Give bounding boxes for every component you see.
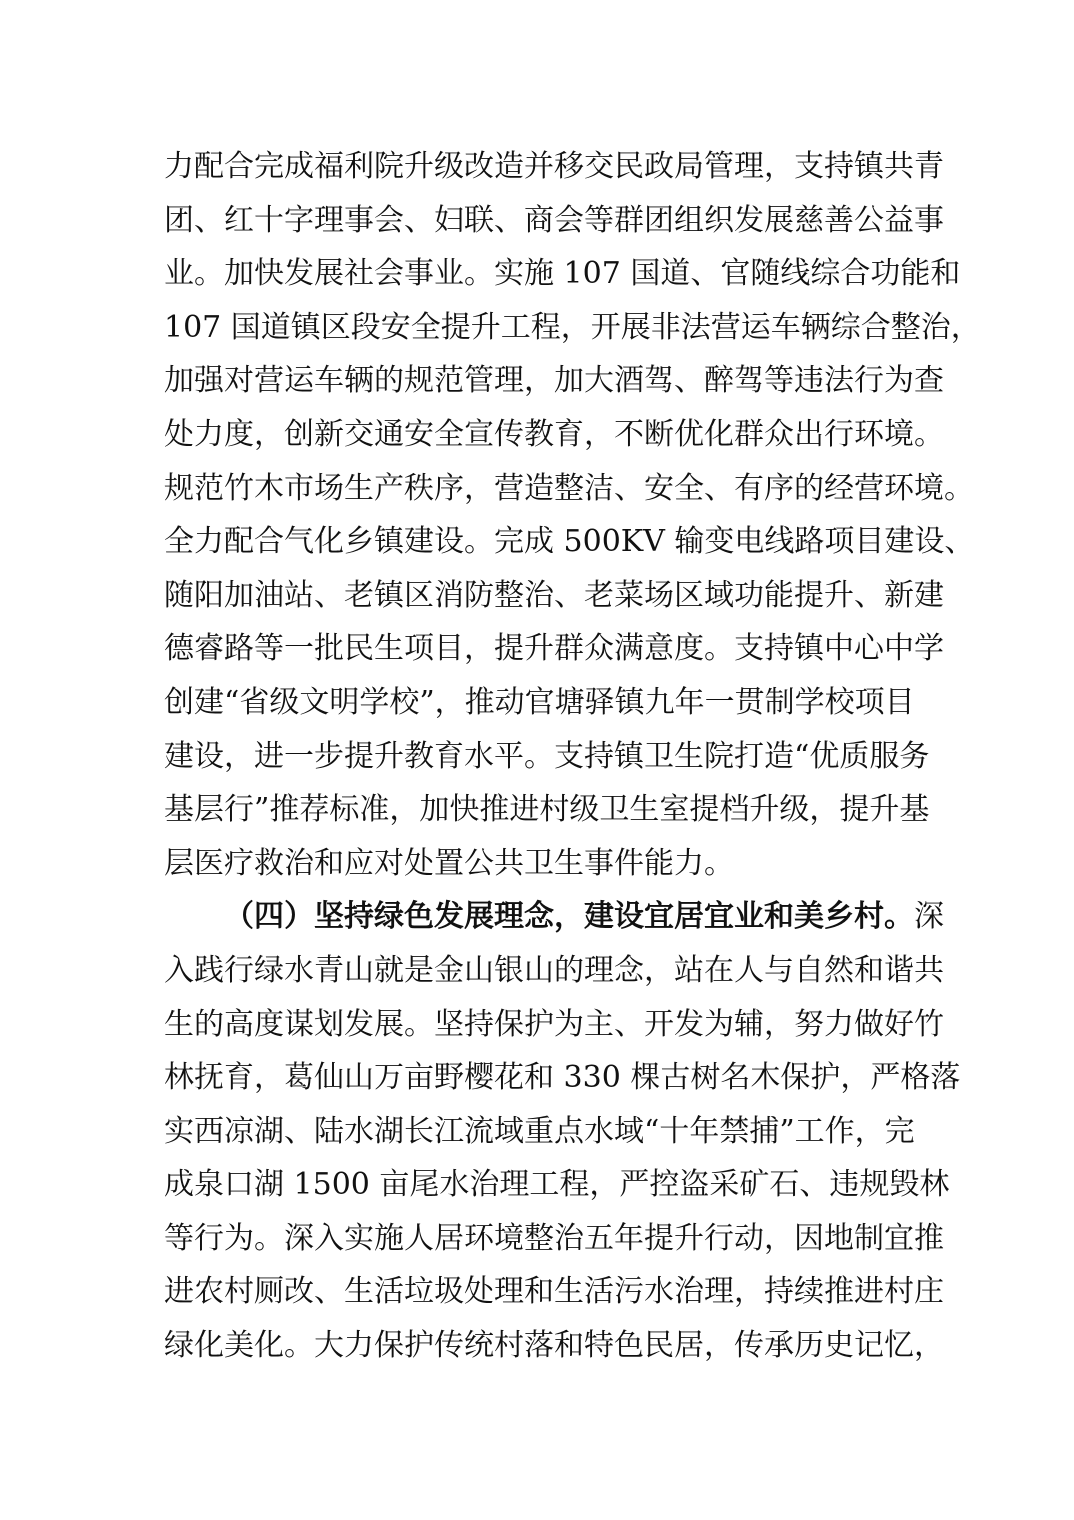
text-line: 等行为。深入实施人居环境整治五年提升行动，因地制宜推 — [164, 1220, 944, 1256]
text-line: 107 国道镇区段安全提升工程，开展非法营运车辆综合整治， — [164, 309, 981, 345]
text-line: 规范竹木市场生产秩序，营造整洁、安全、有序的经营环境。 — [164, 470, 974, 506]
text-line: 入践行绿水青山就是金山银山的理念，站在人与自然和谐共 — [164, 952, 944, 988]
section-first-line-tail: 深 — [914, 899, 944, 935]
text-line: 进农村厕改、生活垃圾处理和生活污水治理，持续推进村庄 — [164, 1274, 944, 1310]
text-line: 加强对营运车辆的规范管理，加大酒驾、醉驾等违法行为查 — [164, 363, 944, 399]
section-first-line — [164, 890, 944, 944]
text-line: 林抚育，葛仙山万亩野樱花和 330 棵古树名木保护，严格落 — [164, 1060, 961, 1096]
text-line: 随阳加油站、老镇区消防整治、老菜场区域功能提升、新建 — [164, 577, 944, 613]
text-line: 德睿路等一批民生项目，提升群众满意度。支持镇中心中学 — [164, 631, 944, 667]
text-line: 成泉口湖 1500 亩尾水治理工程，严控盗采矿石、违规毁林 — [164, 1167, 950, 1203]
text-line: 业。加快发展社会事业。实施 107 国道、官随线综合功能和 — [164, 256, 961, 292]
text-line: 力配合完成福利院升级改造并移交民政局管理，支持镇共青 — [164, 149, 944, 184]
section-heading: （四）坚持绿色发展理念，建设宜居宜业和美乡村。 — [224, 899, 914, 935]
text-line: 处力度，创新交通安全宣传教育，不断优化群众出行环境。 — [164, 416, 944, 452]
text-line: 基层行”推荐标准，加快推进村级卫生室提档升级，提升基 — [164, 792, 930, 828]
text-line: 全力配合气化乡镇建设。完成 500KV 输变电线路项目建设、 — [164, 524, 975, 560]
text-line: 团、红十字理事会、妇联、商会等群团组织发展慈善公益事 — [164, 202, 944, 238]
text-line: 创建“省级文明学校”，推动官塘驿镇九年一贯制学校项目 — [164, 684, 915, 720]
text-line: 绿化美化。大力保护传统村落和特色民居，传承历史记忆， — [164, 1328, 944, 1364]
text-line: 实西凉湖、陆水湖长江流域重点水域“十年禁捕”工作，完 — [164, 1113, 915, 1149]
text-line: 生的高度谋划发展。坚持保护为主、开发为辅，努力做好竹 — [164, 1006, 944, 1042]
document-body — [164, 140, 981, 1373]
text-line: 建设，进一步提升教育水平。支持镇卫生院打造“优质服务 — [164, 738, 930, 774]
text-line: 层医疗救治和应对处置公共卫生事件能力。 — [164, 845, 734, 881]
